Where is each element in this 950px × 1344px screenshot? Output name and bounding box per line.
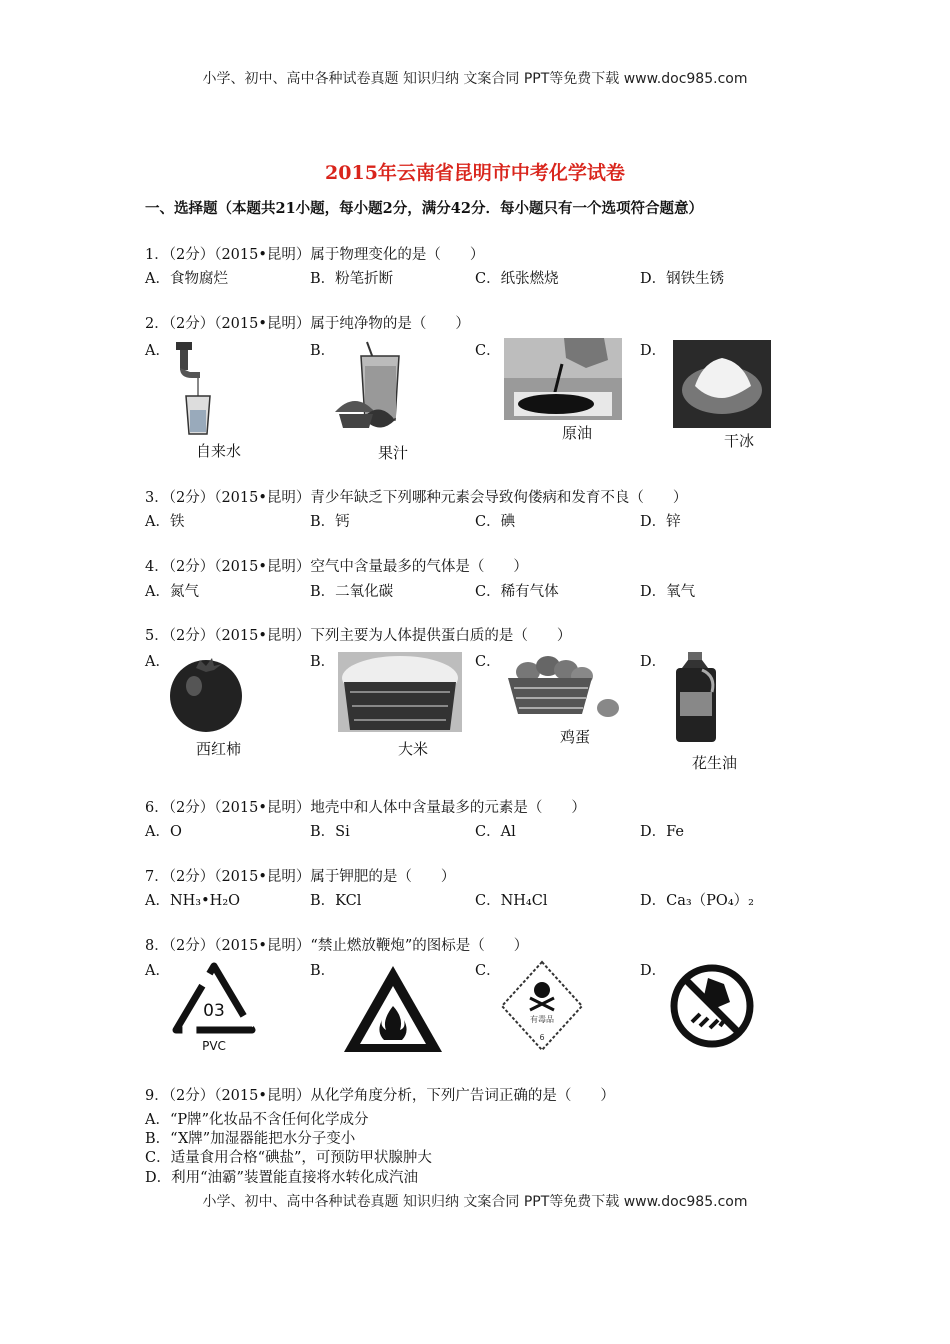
question-3-options [145, 510, 805, 532]
toxic-substance-icon [500, 960, 584, 1052]
question-4-options [145, 580, 805, 602]
q5-caption-a: 西红柿 [196, 740, 242, 758]
q8-option-d: D． [640, 963, 667, 979]
q9-option-b: B．“X牌”加湿器能把水分子变小 [145, 1131, 356, 1147]
q2-option-b: B． [310, 343, 336, 359]
q6-option-a: A．O [145, 824, 182, 840]
q5-option-c: C． [475, 654, 501, 670]
question-6-stem: 6．（2分）（2015•昆明）地壳中和人体中含量最多的元素是（ ） [145, 800, 586, 816]
recycle-pvc-icon [170, 960, 258, 1054]
eggs-image [502, 652, 622, 722]
exam-title: 2015年云南省昆明市中考化学试卷 [325, 162, 625, 184]
q8-option-c: C． [475, 963, 501, 979]
q6-option-b: B．Si [310, 824, 350, 840]
q4-option-a: A．氮气 [145, 584, 199, 600]
q2-caption-b: 果汁 [378, 444, 409, 462]
q3-option-c: C．碘 [475, 514, 516, 530]
q6-option-d: D．Fe [640, 824, 684, 840]
tomato-image [166, 650, 248, 734]
q2-option-d: D． [640, 343, 667, 359]
q1-option-b: B．粉笔折断 [310, 271, 394, 287]
question-8-stem: 8．（2分）（2015•昆明）“禁止燃放鞭炮”的图标是（ ） [145, 938, 529, 954]
q3-option-d: D．锌 [640, 514, 681, 530]
toxic-class-number: 6 [539, 1033, 545, 1042]
q3-option-b: B．钙 [310, 514, 350, 530]
q5-caption-d: 花生油 [692, 754, 738, 772]
q7-option-b: B．KCl [310, 893, 362, 909]
q2-caption-d: 干冰 [724, 432, 755, 450]
q5-option-b: B． [310, 654, 336, 670]
page-header: 小学、初中、高中各种试卷真题 知识归纳 文案合同 PPT等免费下载 www.doc985.com [202, 71, 748, 87]
question-9-stem: 9．（2分）（2015•昆明）从化学角度分析，下列广告词正确的是（ ） [145, 1088, 615, 1104]
q1-option-d: D．钢铁生锈 [640, 271, 725, 287]
toxic-label: 有毒品 [530, 1015, 554, 1024]
juice-image [333, 340, 409, 438]
crude-oil-image [504, 338, 622, 420]
question-5-stem: 5．（2分）（2015•昆明）下列主要为人体提供蛋白质的是（ ） [145, 628, 572, 644]
q7-option-d: D．Ca₃（PO₄）₂ [640, 893, 754, 909]
dry-ice-image [673, 340, 771, 428]
q7-option-c: C．NH₄Cl [475, 893, 548, 909]
q6-option-c: C．Al [475, 824, 516, 840]
q5-caption-b: 大米 [398, 740, 429, 758]
q2-caption-a: 自来水 [196, 442, 242, 460]
no-firecrackers-icon [668, 962, 756, 1050]
q2-option-a: A． [145, 343, 170, 359]
question-1-stem: 1．（2分）（2015•昆明）属于物理变化的是（ ） [145, 247, 485, 263]
q2-caption-c: 原油 [562, 424, 593, 442]
question-7-options [145, 889, 805, 911]
question-7-stem: 7．（2分）（2015•昆明）属于钾肥的是（ ） [145, 869, 456, 885]
q1-option-c: C．纸张燃烧 [475, 271, 559, 287]
q4-option-b: B．二氧化碳 [310, 584, 394, 600]
q4-option-d: D．氧气 [640, 584, 696, 600]
q3-option-a: A．铁 [145, 514, 185, 530]
q8-option-a: A． [145, 963, 170, 979]
section-heading: 一、选择题（本题共21小题，每小题2分，满分42分．每小题只有一个选项符合题意） [145, 200, 703, 217]
question-2-stem: 2．（2分）（2015•昆明）属于纯净物的是（ ） [145, 316, 470, 332]
recycle-label: PVC [202, 1039, 226, 1053]
question-3-stem: 3．（2分）（2015•昆明）青少年缺乏下列哪种元素会导致佝偻病和发育不良（ ） [145, 490, 688, 506]
q1-option-a: A．食物腐烂 [145, 271, 228, 287]
q5-option-a: A． [145, 654, 170, 670]
q9-option-a: A．“P牌”化妆品不含任何化学成分 [145, 1112, 369, 1128]
rice-image [338, 652, 462, 732]
q8-option-b: B． [310, 963, 336, 979]
q2-option-c: C． [475, 343, 501, 359]
q9-option-c: C．适量食用合格“碘盐”，可预防甲状腺肿大 [145, 1150, 432, 1166]
recycle-code: 03 [203, 1001, 225, 1021]
q5-caption-c: 鸡蛋 [560, 728, 591, 746]
page-footer: 小学、初中、高中各种试卷真题 知识归纳 文案合同 PPT等免费下载 www.doc985.com [202, 1194, 748, 1210]
tap-water-image [168, 338, 224, 436]
q9-option-d: D．利用“油霸”装置能直接将水转化成汽油 [145, 1170, 418, 1186]
peanut-oil-image [672, 652, 720, 744]
q5-option-d: D． [640, 654, 667, 670]
flammable-warning-icon [340, 962, 446, 1056]
q7-option-a: A．NH₃•H₂O [145, 893, 241, 909]
question-4-stem: 4．（2分）（2015•昆明）空气中含量最多的气体是（ ） [145, 559, 528, 575]
question-6-options [145, 820, 805, 842]
question-1-options [145, 267, 805, 289]
q4-option-c: C．稀有气体 [475, 584, 559, 600]
